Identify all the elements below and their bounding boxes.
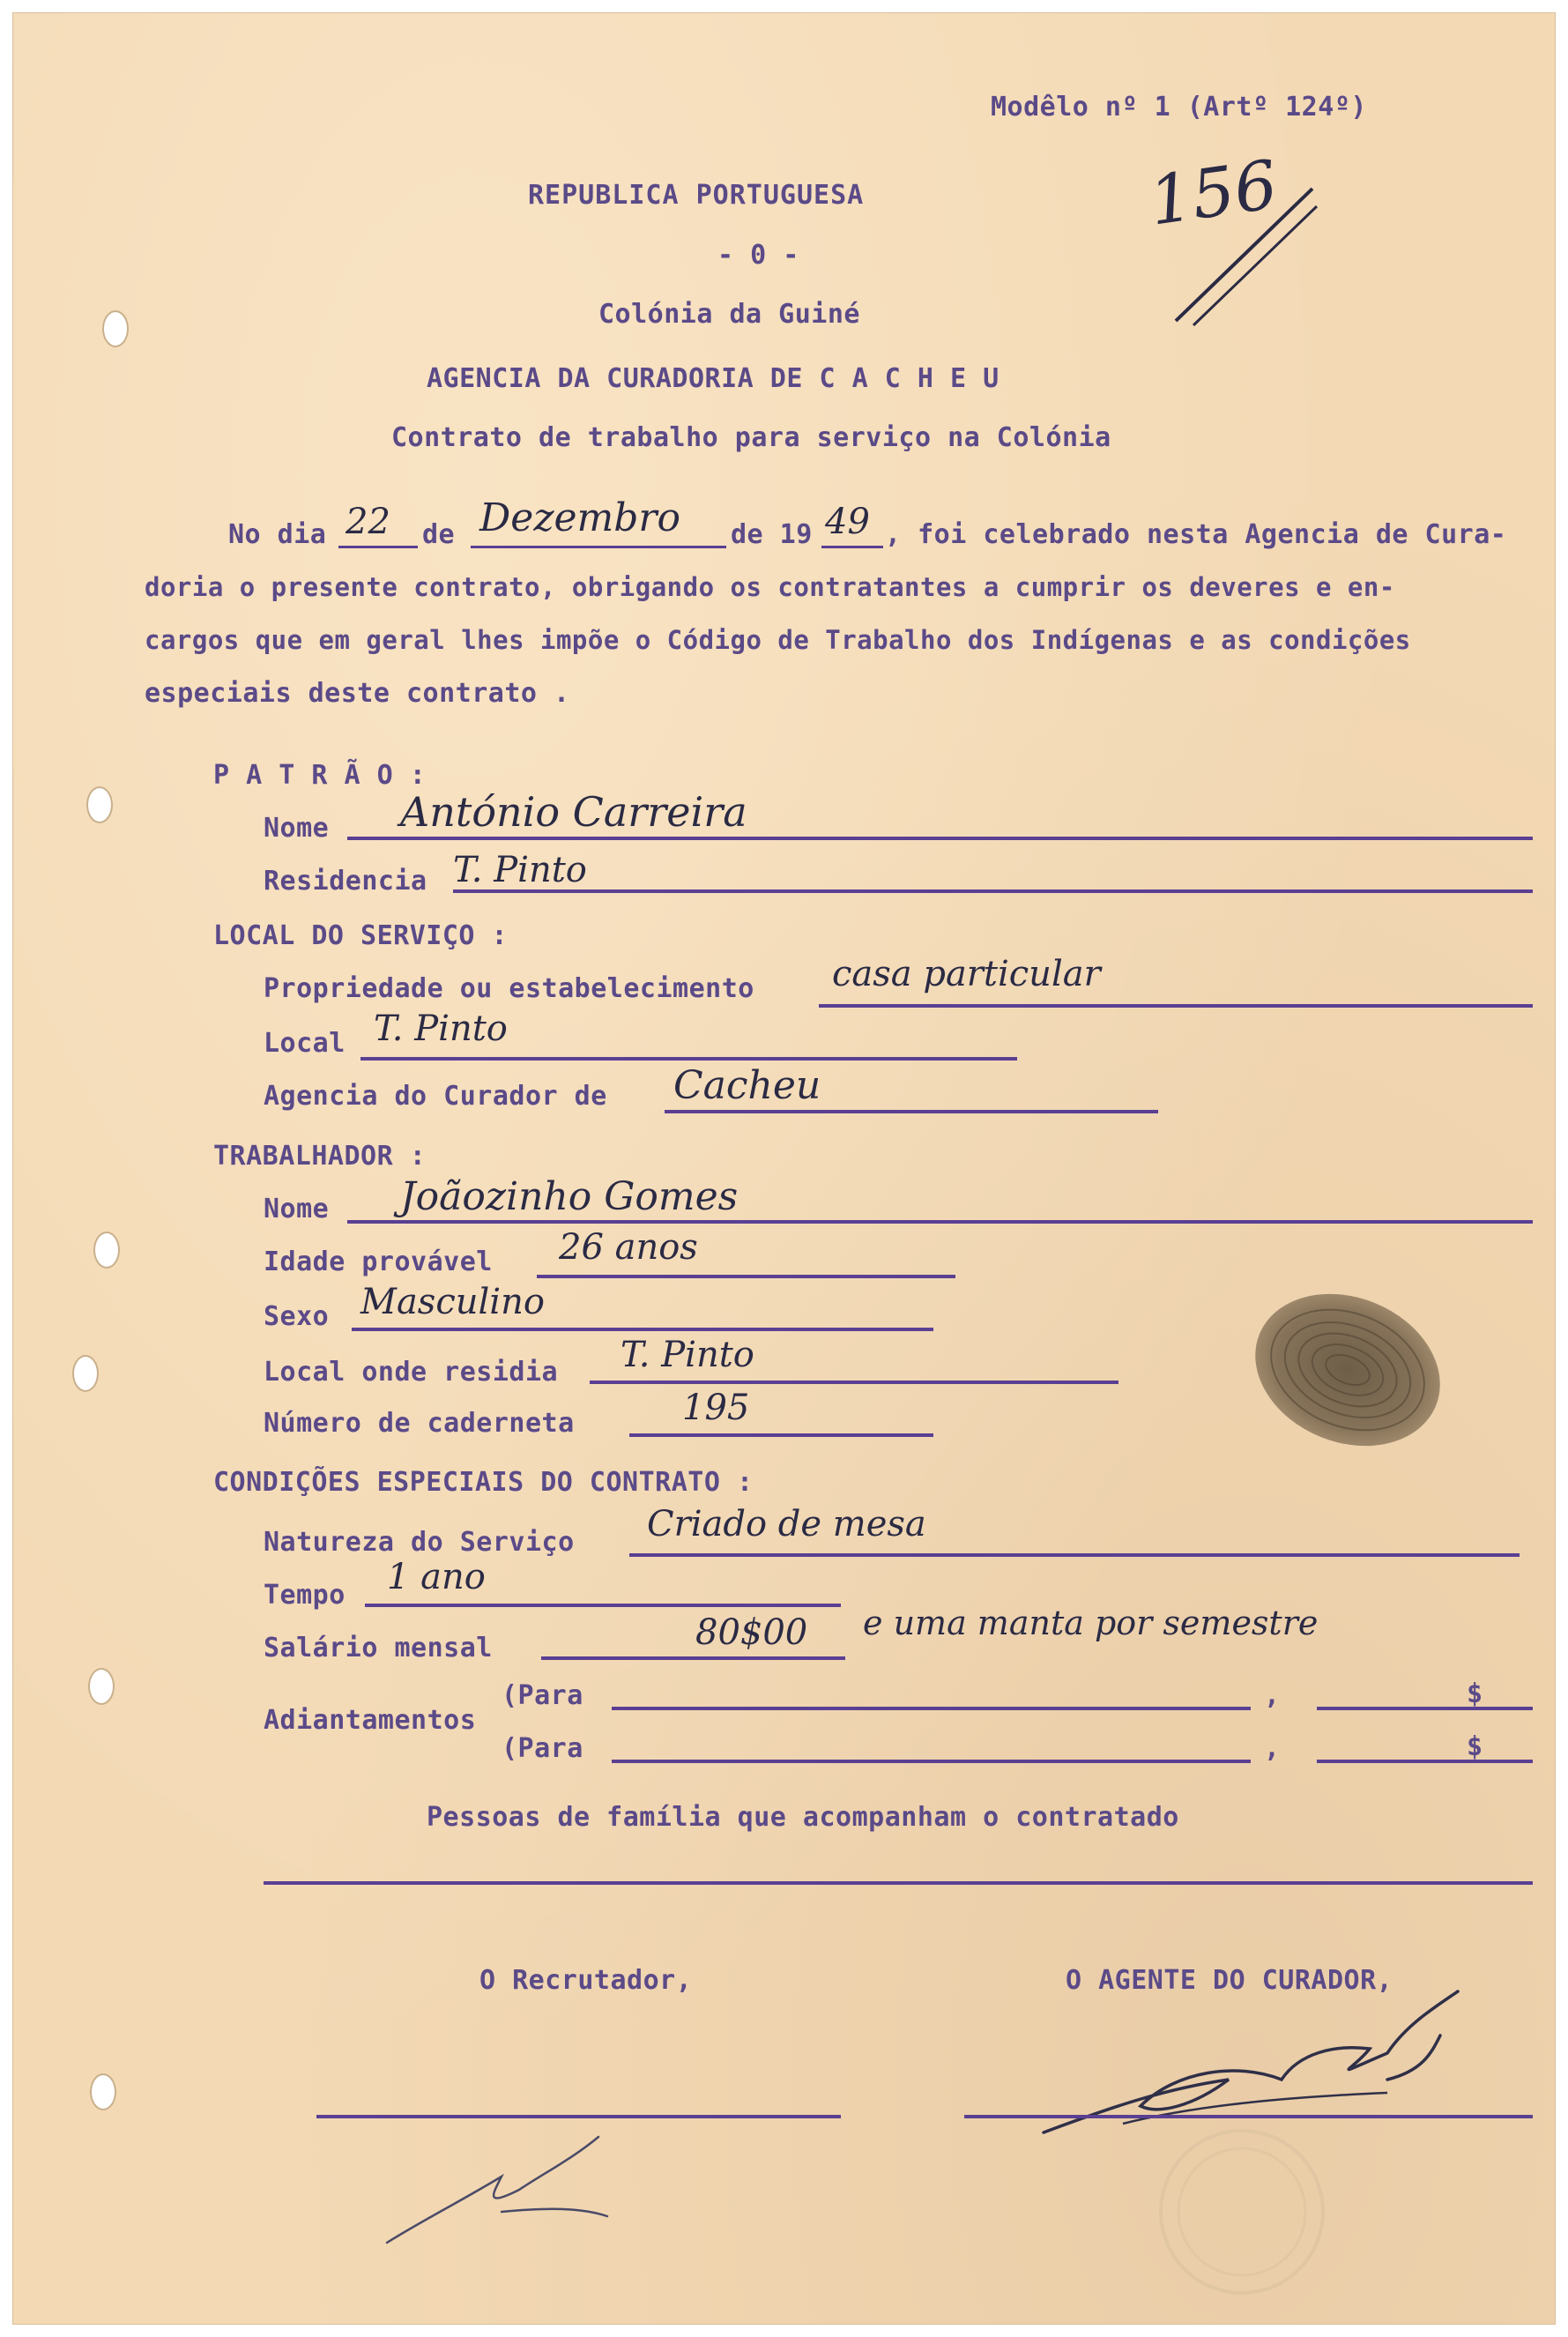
natureza-value: Criado de mesa (647, 1504, 926, 1544)
punch-hole (92, 2075, 115, 2109)
propriedade-label: Propriedade ou estabelecimento (264, 973, 754, 1004)
punch-hole (90, 1670, 113, 1703)
intro-line1-rest: , foi celebrado nesta Agencia de Cura- (885, 519, 1507, 550)
year-line (821, 546, 883, 548)
month-line (471, 546, 726, 548)
contract-subtitle: Contrato de trabalho para serviço na Colónia (391, 422, 1111, 453)
sexo-label: Sexo (264, 1301, 330, 1332)
republic-heading: REPUBLICA PORTUGUESA (528, 180, 865, 211)
trabalhador-nome-label: Nome (264, 1194, 330, 1224)
recrutador-label: O Recrutador, (479, 1965, 693, 1996)
para1-comma: , (1264, 1680, 1281, 1711)
punch-hole (74, 1357, 97, 1390)
salario-value: 80$00 (695, 1612, 808, 1653)
idade-value: 26 anos (559, 1227, 698, 1268)
para1-line (612, 1707, 1251, 1710)
caderneta-line (629, 1433, 933, 1437)
sexo-line (352, 1328, 933, 1331)
idade-line (537, 1275, 955, 1278)
local-label: Local (264, 1028, 346, 1059)
recrutador-mark (369, 2124, 651, 2256)
intro-line4: especiais deste contrato . (145, 678, 570, 709)
agente-label: O AGENTE DO CURADOR, (1066, 1965, 1393, 1996)
local-servico-heading: LOCAL DO SERVIÇO : (213, 920, 509, 951)
local-residia-label: Local onde residia (264, 1357, 559, 1388)
agencia-label: Agencia do Curador de (264, 1081, 607, 1112)
embossed-seal (1149, 2124, 1334, 2300)
patrao-heading: P A T R Ã O : (213, 760, 427, 791)
familia-label: Pessoas de família que acompanham o contratado (427, 1802, 1179, 1833)
colony-heading: Colónia da Guiné (598, 299, 860, 330)
natureza-label: Natureza do Serviço (264, 1527, 575, 1558)
patrao-nome-value: António Carreira (400, 788, 747, 836)
para2-cifrao: $ (1467, 1731, 1483, 1762)
local-residia-value: T. Pinto (621, 1335, 754, 1375)
patrao-nome-label: Nome (264, 813, 330, 844)
file-number: 156 (1144, 145, 1282, 241)
para1-cifrao: $ (1467, 1678, 1483, 1709)
intro-year: 49 (825, 502, 870, 542)
intro-day: 22 (346, 502, 390, 542)
patrao-residencia-label: Residencia (264, 866, 427, 897)
natureza-line (629, 1553, 1520, 1557)
tempo-value: 1 ano (387, 1557, 486, 1597)
patrao-residencia-line (453, 889, 1533, 893)
model-reference: Modêlo nº 1 (Artº 124º) (991, 92, 1367, 123)
agente-signature-line (964, 2115, 1533, 2118)
patrao-nome-line (347, 837, 1533, 840)
para2-line (612, 1760, 1251, 1763)
intro-de2: de 19 (731, 519, 813, 550)
agencia-line (665, 1110, 1158, 1113)
agencia-value: Cacheu (673, 1063, 821, 1108)
trabalhador-nome-value: Joãozinho Gomes (400, 1174, 739, 1219)
intro-month: Dezembro (479, 495, 680, 540)
intro-line3: cargos que em geral lhes impõe o Código de Trabalho dos Indígenas e as condições (145, 625, 1411, 655)
para1-label: (Para (502, 1680, 583, 1711)
sexo-value: Masculino (360, 1282, 545, 1322)
salario-line (541, 1656, 845, 1660)
para2-label: (Para (502, 1733, 583, 1764)
trabalhador-heading: TRABALHADOR : (213, 1141, 427, 1172)
intro-line2: doria o presente contrato, obrigando os contratantes a cumprir os deveres e en- (145, 572, 1395, 602)
tempo-label: Tempo (264, 1580, 346, 1611)
document-sheet (12, 12, 1556, 2325)
punch-hole (88, 788, 111, 822)
para2-comma: , (1264, 1733, 1281, 1764)
day-line (338, 546, 418, 548)
condicoes-heading: CONDIÇÕES ESPECIAIS DO CONTRATO : (213, 1467, 754, 1498)
trabalhador-nome-line (347, 1220, 1533, 1224)
intro-de1: de (422, 519, 456, 550)
file-number-strike (1167, 180, 1326, 339)
local-residia-line (590, 1381, 1118, 1384)
punch-hole (95, 1233, 118, 1267)
intro-no-dia: No dia (228, 519, 327, 550)
caderneta-label: Número de caderneta (264, 1408, 575, 1439)
salario-label: Salário mensal (264, 1633, 493, 1663)
familia-line (264, 1881, 1533, 1885)
para2-amount-line (1317, 1760, 1533, 1763)
caderneta-value: 195 (682, 1388, 750, 1428)
patrao-residencia-value: T. Pinto (453, 850, 587, 890)
adiantamentos-label: Adiantamentos (264, 1705, 477, 1736)
punch-hole (104, 312, 127, 346)
recrutador-signature-line (316, 2115, 841, 2118)
local-line (360, 1057, 1017, 1061)
idade-label: Idade provável (264, 1247, 493, 1277)
propriedade-line (819, 1004, 1533, 1008)
local-value: T. Pinto (374, 1008, 508, 1049)
agency-heading: AGENCIA DA CURADORIA DE C A C H E U (427, 363, 1000, 394)
thumbprint (1246, 1286, 1449, 1454)
header-separator: - 0 - (717, 240, 799, 271)
para1-amount-line (1317, 1707, 1533, 1710)
salario-note: e uma manta por semestre (863, 1604, 1319, 1642)
tempo-line (365, 1604, 841, 1607)
propriedade-value: casa particular (832, 954, 1101, 994)
